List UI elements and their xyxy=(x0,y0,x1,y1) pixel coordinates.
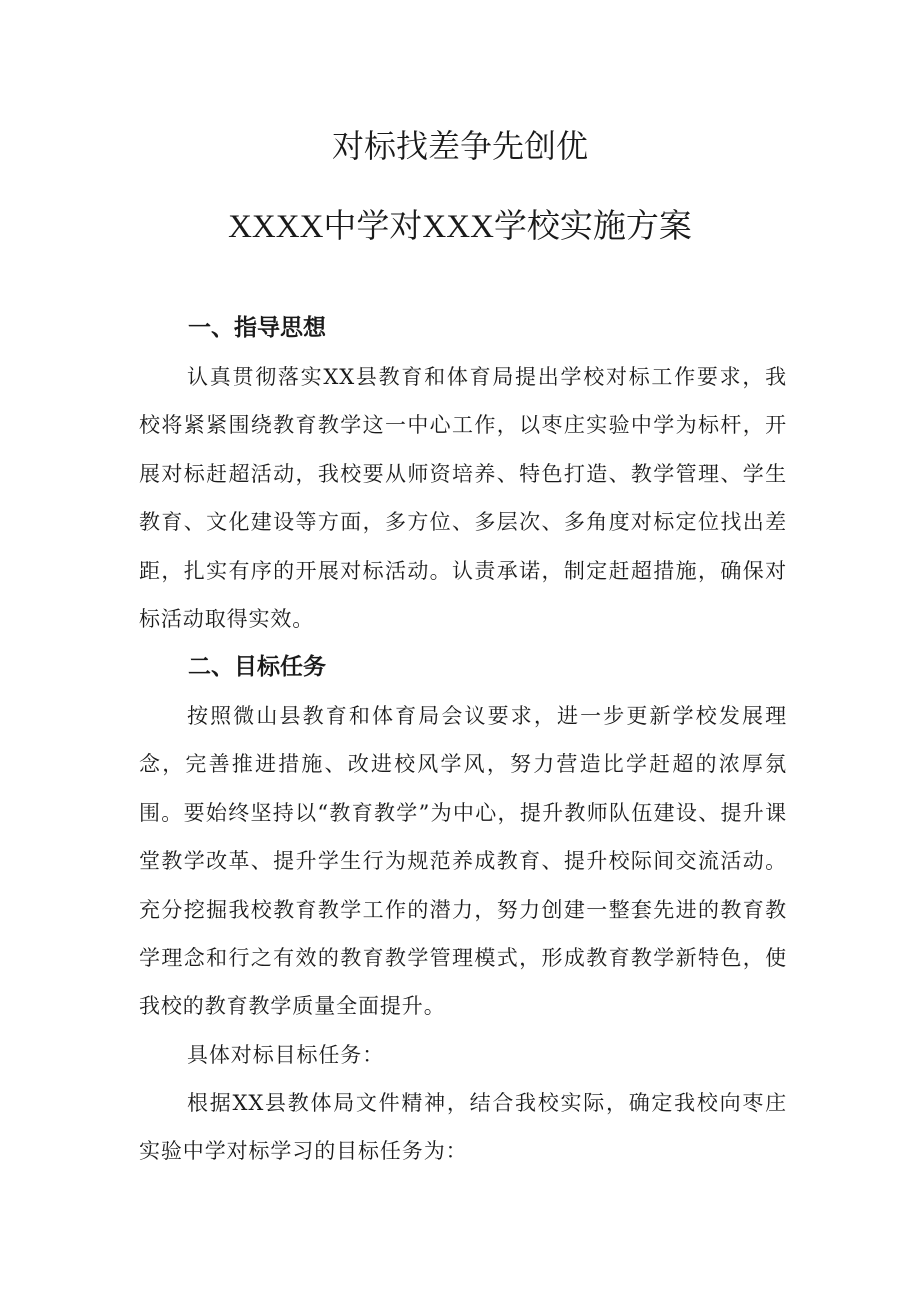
paragraph-target-tasks: 按照微山县教育和体育局会议要求，进一步更新学校发展理念，完善推进措施、改进校风学风，努力营造比学赶超的浓厚氛围。要始终坚持以“教育教学”为中心，提升教师队伍建设、提升课堂教学改革、提升学生行为规范养成教育、提升校际间交流活动。充分挖掘我校教育教学工作的潜力，努力创建一整套先进的教育教学理念和行之有效的教育教学管理模式，形成教育教学新特色，使我校的教育教学质量全面提升。 xyxy=(139,704,787,1019)
paragraph-specific-tasks-label: 具体对标目标任务： xyxy=(187,1043,385,1067)
section-heading-target-tasks: 二、目标任务 xyxy=(188,654,326,680)
document-title: 对标找差争先创优 xyxy=(331,127,588,165)
document-subtitle: XXXX中学对XXX学校实施方案 xyxy=(228,209,692,245)
section-heading-guiding-ideology: 一、指导思想 xyxy=(188,315,326,341)
paragraph-task-basis: 根据XX县教体局文件精神，结合我校实际，确定我校向枣庄实验中学对标学习的目标任务为： xyxy=(139,1091,787,1164)
paragraph-guiding-ideology: 认真贯彻落实XX县教育和体育局提出学校对标工作要求，我校将紧紧围绕教育教学这一中心工作，以枣庄实验中学为标杆，开展对标赶超活动，我校要从师资培养、特色打造、教学管理、学生教育、文化建设等方面，多方位、多层次、多角度对标定位找出差距，扎实有序的开展对标活动。认责承诺，制定赶超措施，确保对标活动取得实效。 xyxy=(139,365,787,632)
